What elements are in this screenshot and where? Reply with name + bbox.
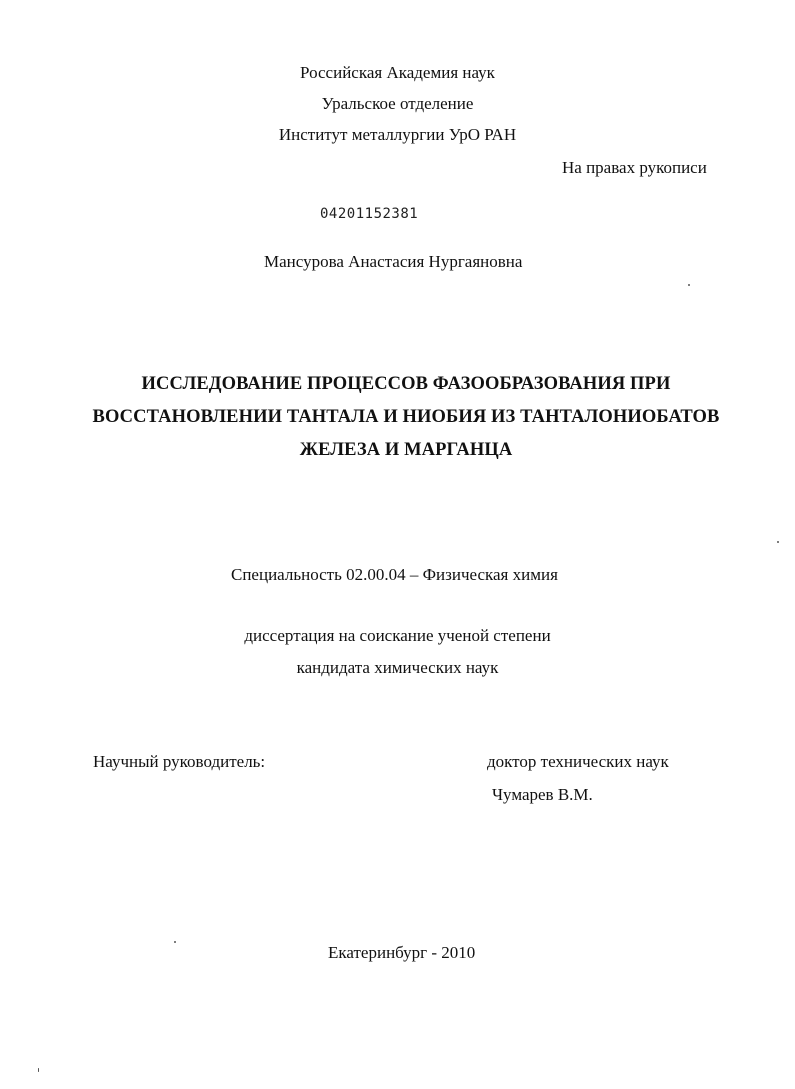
- title-line-2: ВОССТАНОВЛЕНИИ ТАНТАЛА И НИОБИЯ ИЗ ТАНТАЛОНИОБАТОВ: [92, 407, 720, 427]
- supervisor-label: Научный руководитель:: [93, 752, 266, 771]
- supervisor-name: Чумарев В.М.: [492, 785, 593, 804]
- title-line-1: ИССЛЕДОВАНИЕ ПРОЦЕССОВ ФАЗООБРАЗОВАНИЯ ПРИ: [141, 374, 671, 394]
- place-year: Екатеринбург - 2010: [328, 943, 476, 962]
- scan-speck: [38, 1068, 39, 1072]
- header-academy: Российская Академия наук: [300, 63, 495, 82]
- catalog-code: 04201152381: [320, 206, 419, 222]
- header-branch: Уральское отделение: [321, 94, 474, 113]
- degree-line-1: диссертация на соискание ученой степени: [244, 626, 551, 645]
- header-institute: Институт металлургии УрО РАН: [278, 125, 517, 144]
- scan-speck: [777, 541, 779, 543]
- manuscript-note: На правах рукописи: [562, 158, 707, 177]
- dissertation-title: [0, 368, 795, 467]
- scan-speck: [174, 941, 176, 943]
- supervisor-degree: доктор технических наук: [487, 752, 669, 771]
- degree-line-2: кандидата химических наук: [296, 658, 499, 677]
- author-name: Мансурова Анастасия Нургаяновна: [264, 252, 523, 271]
- title-line-3: ЖЕЛЕЗА И МАРГАНЦА: [299, 440, 513, 460]
- scan-speck: [688, 284, 690, 286]
- specialty: Специальность 02.00.04 – Физическая химия: [231, 565, 558, 584]
